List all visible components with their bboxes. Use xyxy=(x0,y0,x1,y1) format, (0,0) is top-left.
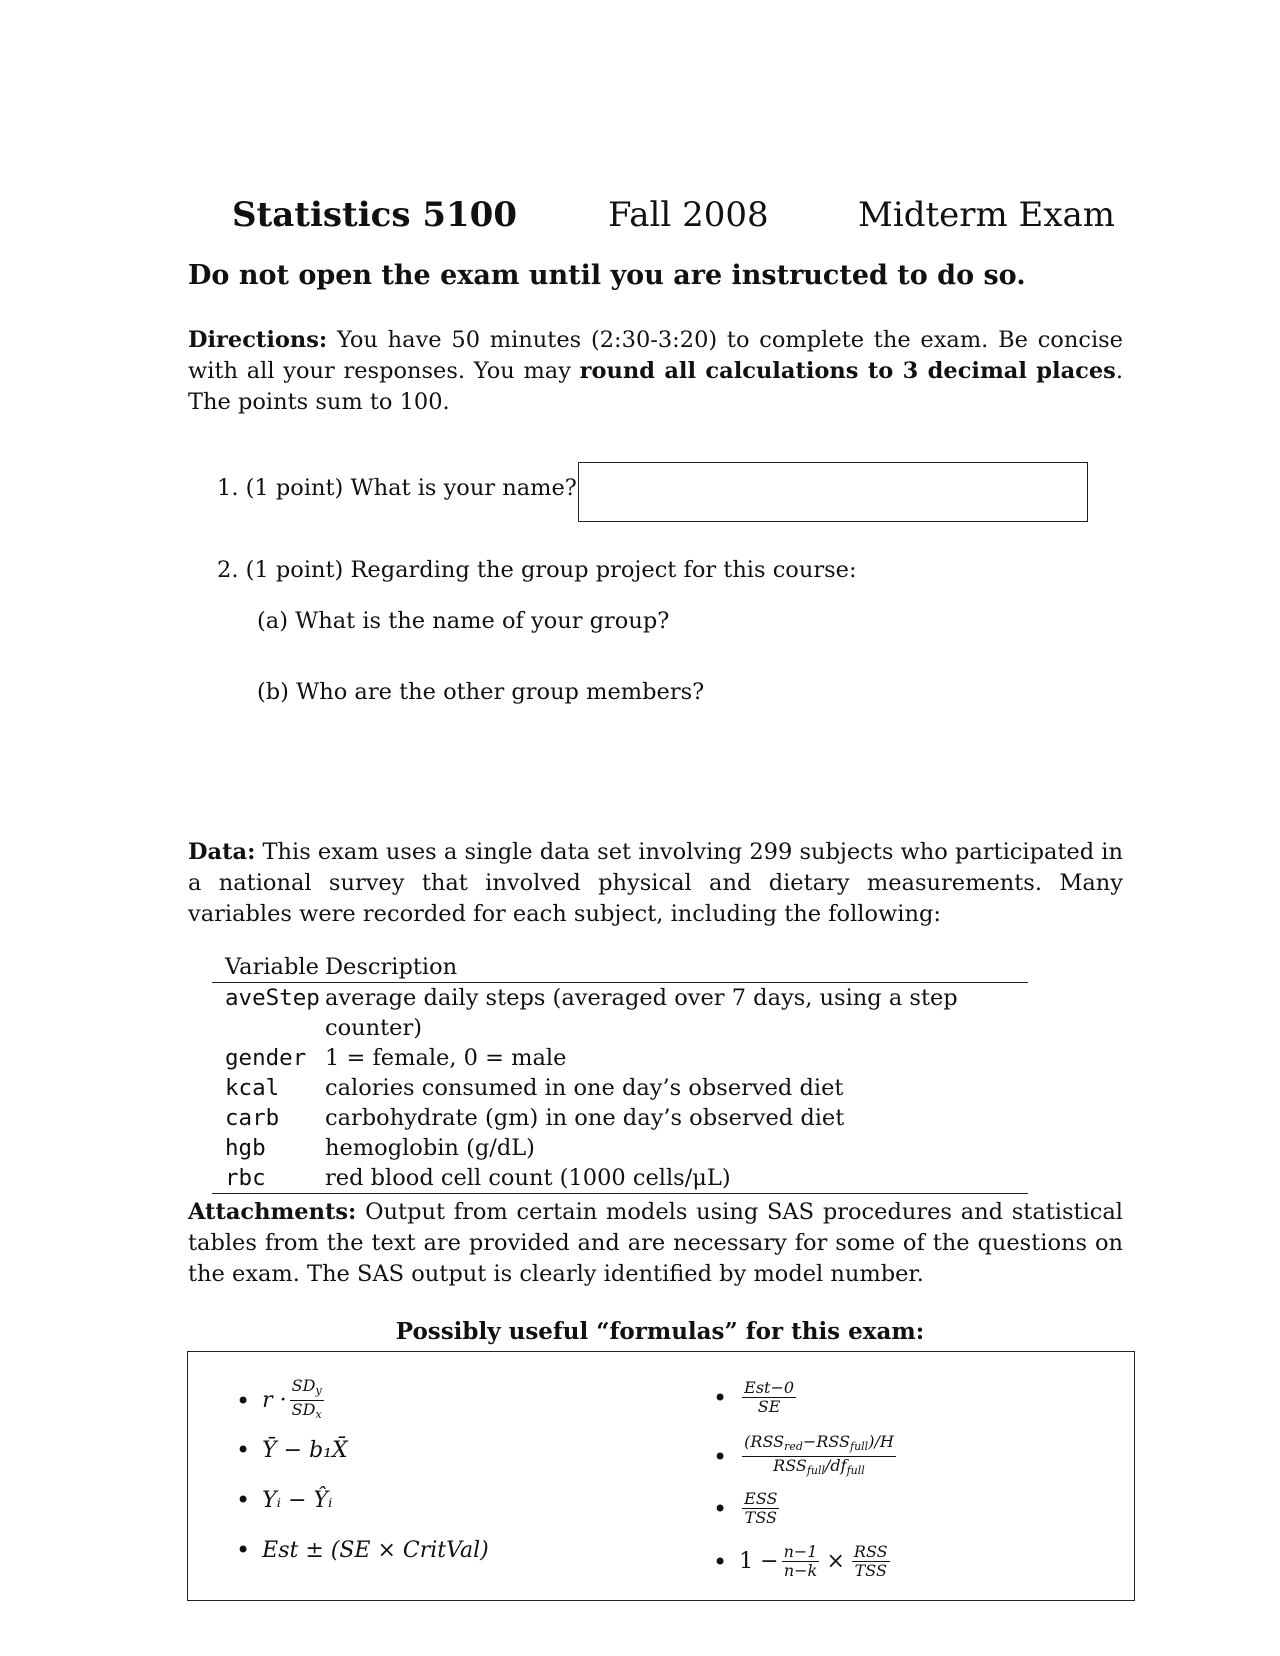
fraction xyxy=(742,1433,896,1480)
bullet: • xyxy=(236,1486,251,1514)
table-row xyxy=(212,983,1028,1043)
frac-num-sub: y xyxy=(315,1384,322,1397)
formula-adjusted-r-squared xyxy=(713,1543,893,1580)
formulas-title: Possibly useful “formulas” for this exam: xyxy=(395,1318,925,1345)
fraction xyxy=(742,1490,779,1527)
term: Fall 2008 xyxy=(608,195,769,235)
frac-sub: full xyxy=(850,1440,869,1453)
variable-table-header xyxy=(212,952,1028,983)
frac-num: SD xyxy=(291,1376,316,1395)
bullet: • xyxy=(713,1494,728,1523)
attachments-text: Output from certain models using SAS procedures and statistical tables from the text are provided and are necessary for some of the questions on the exam. The SAS output is clearly identified by model number. xyxy=(188,1199,1123,1287)
frac-den: SD xyxy=(291,1400,316,1419)
frac-den: TSS xyxy=(854,1561,887,1580)
frac-den: n−k xyxy=(783,1561,818,1580)
formula-r: r · xyxy=(262,1388,287,1413)
times-symbol: × xyxy=(826,1549,845,1574)
table-row xyxy=(212,1133,1028,1163)
attachments-paragraph xyxy=(188,1197,1123,1290)
data-label: Data: xyxy=(188,839,256,865)
variable-description: calories consumed in one day’s observed diet xyxy=(325,1075,844,1101)
variable-description: average daily steps (averaged over 7 days, using a step counter) xyxy=(325,985,958,1041)
variable-description: 1 = female, 0 = male xyxy=(325,1045,567,1071)
formula-residual xyxy=(236,1486,332,1514)
formula-lead: 1 − xyxy=(739,1549,779,1574)
frac-num: RSS xyxy=(853,1542,888,1561)
formula-box xyxy=(187,1351,1135,1601)
directions-label: Directions: xyxy=(188,327,328,353)
frac-den: RSS xyxy=(773,1456,807,1475)
table-row xyxy=(212,1103,1028,1133)
variable-name: gender xyxy=(225,1045,307,1071)
directions-text-1: You have 50 minutes (2:30-3:20) to complete the exam. Be concise with all your responses. You may xyxy=(188,327,1123,384)
bullet: • xyxy=(713,1547,728,1576)
table-row xyxy=(212,1163,1028,1193)
formula-confidence-interval xyxy=(236,1536,489,1564)
warning-heading: Do not open the exam until you are instructed to do so. xyxy=(188,260,1026,291)
directions-text-2: . The points sum to 100. xyxy=(188,358,1123,415)
data-text: This exam uses a single data set involving 299 subjects who participated in a national survey that involved physical and dietary measurements. Many variables were recorded for each subject, including the following: xyxy=(188,839,1123,927)
frac-num-mid: −RSS xyxy=(802,1432,850,1451)
frac-num: ESS xyxy=(744,1489,778,1508)
bullet: • xyxy=(713,1383,728,1412)
variable-description: red blood cell count (1000 cells/μL) xyxy=(325,1165,731,1191)
formula-intercept-text: Ȳ − b₁X̄ xyxy=(262,1437,348,1463)
question-2: 2. (1 point) Regarding the group project for this course: xyxy=(217,557,857,583)
variable-name: rbc xyxy=(225,1165,266,1191)
frac-sub: red xyxy=(784,1440,803,1453)
question-2b: (b) Who are the other group members? xyxy=(257,679,705,705)
frac-den: SE xyxy=(757,1397,781,1416)
formula-t-statistic xyxy=(713,1379,799,1416)
formula-f-statistic xyxy=(713,1433,899,1480)
frac-den-sub: x xyxy=(315,1408,322,1421)
frac-num: Est−0 xyxy=(744,1378,795,1397)
formula-intercept xyxy=(236,1436,348,1464)
formula-residual-text: Yᵢ − Ŷᵢ xyxy=(262,1487,333,1513)
variable-name: hgb xyxy=(225,1135,266,1161)
question-2a: (a) What is the name of your group? xyxy=(257,608,670,634)
variable-description: hemoglobin (g/dL) xyxy=(325,1135,535,1161)
frac-sub: full xyxy=(846,1464,865,1477)
course-title: Statistics 5100 xyxy=(232,195,517,235)
bullet: • xyxy=(236,1436,251,1464)
fraction xyxy=(742,1379,796,1416)
formula-ci-text: Est ± (SE × CritVal) xyxy=(262,1537,489,1563)
directions-paragraph xyxy=(188,325,1123,418)
frac-den: TSS xyxy=(744,1508,777,1527)
fraction xyxy=(782,1543,820,1580)
table-row xyxy=(212,1073,1028,1103)
formula-r-squared xyxy=(713,1490,782,1527)
bullet: • xyxy=(236,1386,251,1415)
header-description: Description xyxy=(325,954,458,980)
frac-num-end: )/H xyxy=(868,1432,894,1451)
exam-title: Midterm Exam xyxy=(858,195,1116,235)
frac-num: (RSS xyxy=(744,1432,785,1451)
header-variable: Variable xyxy=(225,954,319,980)
formula-correlation-slope xyxy=(236,1377,327,1424)
fraction xyxy=(852,1543,890,1580)
bullet: • xyxy=(236,1536,251,1564)
question-1: 1. (1 point) What is your name? xyxy=(217,475,577,501)
frac-sub: full xyxy=(806,1464,826,1477)
variable-description: carbohydrate (gm) in one day’s observed diet xyxy=(325,1105,845,1131)
directions-rounding: round all calculations to 3 decimal places xyxy=(579,358,1116,384)
frac-num: n−1 xyxy=(783,1542,818,1561)
variable-name: aveStep xyxy=(225,985,320,1011)
variable-name: carb xyxy=(225,1105,280,1131)
variable-name: kcal xyxy=(225,1075,280,1101)
bullet: • xyxy=(713,1442,728,1471)
name-answer-box[interactable] xyxy=(578,462,1088,522)
data-paragraph xyxy=(188,837,1123,930)
attachments-label: Attachments: xyxy=(188,1199,357,1225)
fraction xyxy=(290,1377,324,1424)
table-row xyxy=(212,1043,1028,1073)
variable-table xyxy=(212,952,1028,1194)
frac-den-mid: /df xyxy=(825,1456,847,1475)
